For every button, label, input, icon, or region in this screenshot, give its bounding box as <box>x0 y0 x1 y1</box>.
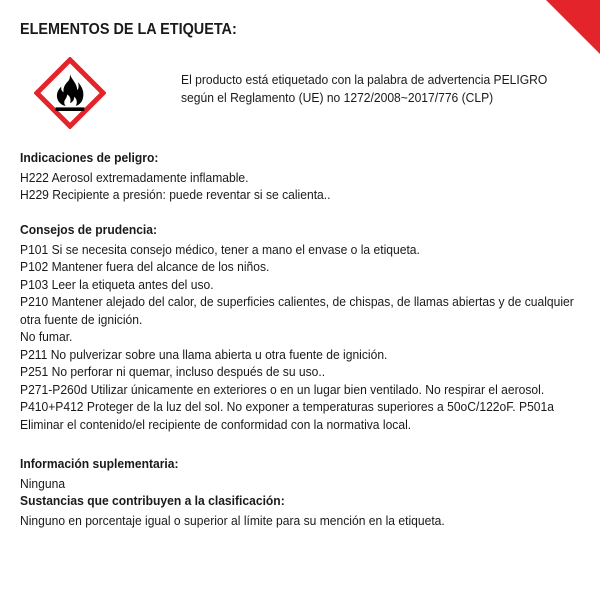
precaution-line: P410+P412 Proteger de la luz del sol. No exponer a temperaturas superiores a 50oC/122oF. P501a <box>20 399 554 414</box>
precaution-line: otra fuente de ignición. <box>20 311 143 327</box>
substances-heading: Sustancias que contribuyen a la clasificación: <box>20 493 285 508</box>
precaution-line: P102 Mantener fuera del alcance de los niños. <box>20 259 270 274</box>
precaution-line: Eliminar el contenido/el recipiente de conformidad con la normativa local. <box>20 416 412 432</box>
precautionary-statements <box>20 221 574 433</box>
precaution-heading: Consejos de prudencia: <box>20 222 158 237</box>
precaution-line: P271-P260d Utilizar únicamente en exteriores o en un lugar bien ventilado. No respirar el aerosol. <box>20 381 545 397</box>
precaution-line: P211 No pulverizar sobre una llama abierta u otra fuente de ignición. <box>20 346 388 362</box>
supplementary-text: Ninguna <box>20 475 66 491</box>
precaution-line: P103 Leer la etiqueta antes del uso. <box>20 276 214 292</box>
ghs02-flame-icon <box>34 57 106 129</box>
precaution-line: P251 No perforar ni quemar, incluso después de su uso.. <box>20 364 326 379</box>
intro-line: según el Reglamento (UE) no 1272/2008~2017/776 (CLP) <box>181 90 494 105</box>
hazard-line: H229 Recipiente a presión: puede reventar si se calienta.. <box>20 187 331 202</box>
hazard-heading: Indicaciones de peligro: <box>20 150 159 165</box>
supplementary-heading: Información suplementaria: <box>20 456 179 471</box>
supplementary-information <box>20 455 179 492</box>
substances-text: Ninguno en porcentaje igual o superior al límite para su mención en la etiqueta. <box>20 512 445 528</box>
corner-accent <box>546 0 600 54</box>
precaution-line: No fumar. <box>20 329 73 344</box>
intro-line: El producto está etiquetado con la palabra de advertencia PELIGRO <box>181 72 548 87</box>
hazard-statements <box>20 149 331 204</box>
precaution-line: P101 Si se necesita consejo médico, tener a mano el envase o la etiqueta. <box>20 241 420 257</box>
precaution-line: P210 Mantener alejado del calor, de superficies calientes, de chispas, de llamas abiertas y de cualquier <box>20 294 574 309</box>
page-title: ELEMENTOS DE LA ETIQUETA: <box>20 21 237 38</box>
hazard-line: H222 Aerosol extremadamente inflamable. <box>20 169 249 185</box>
classification-substances <box>20 492 445 529</box>
intro-text <box>181 71 547 107</box>
